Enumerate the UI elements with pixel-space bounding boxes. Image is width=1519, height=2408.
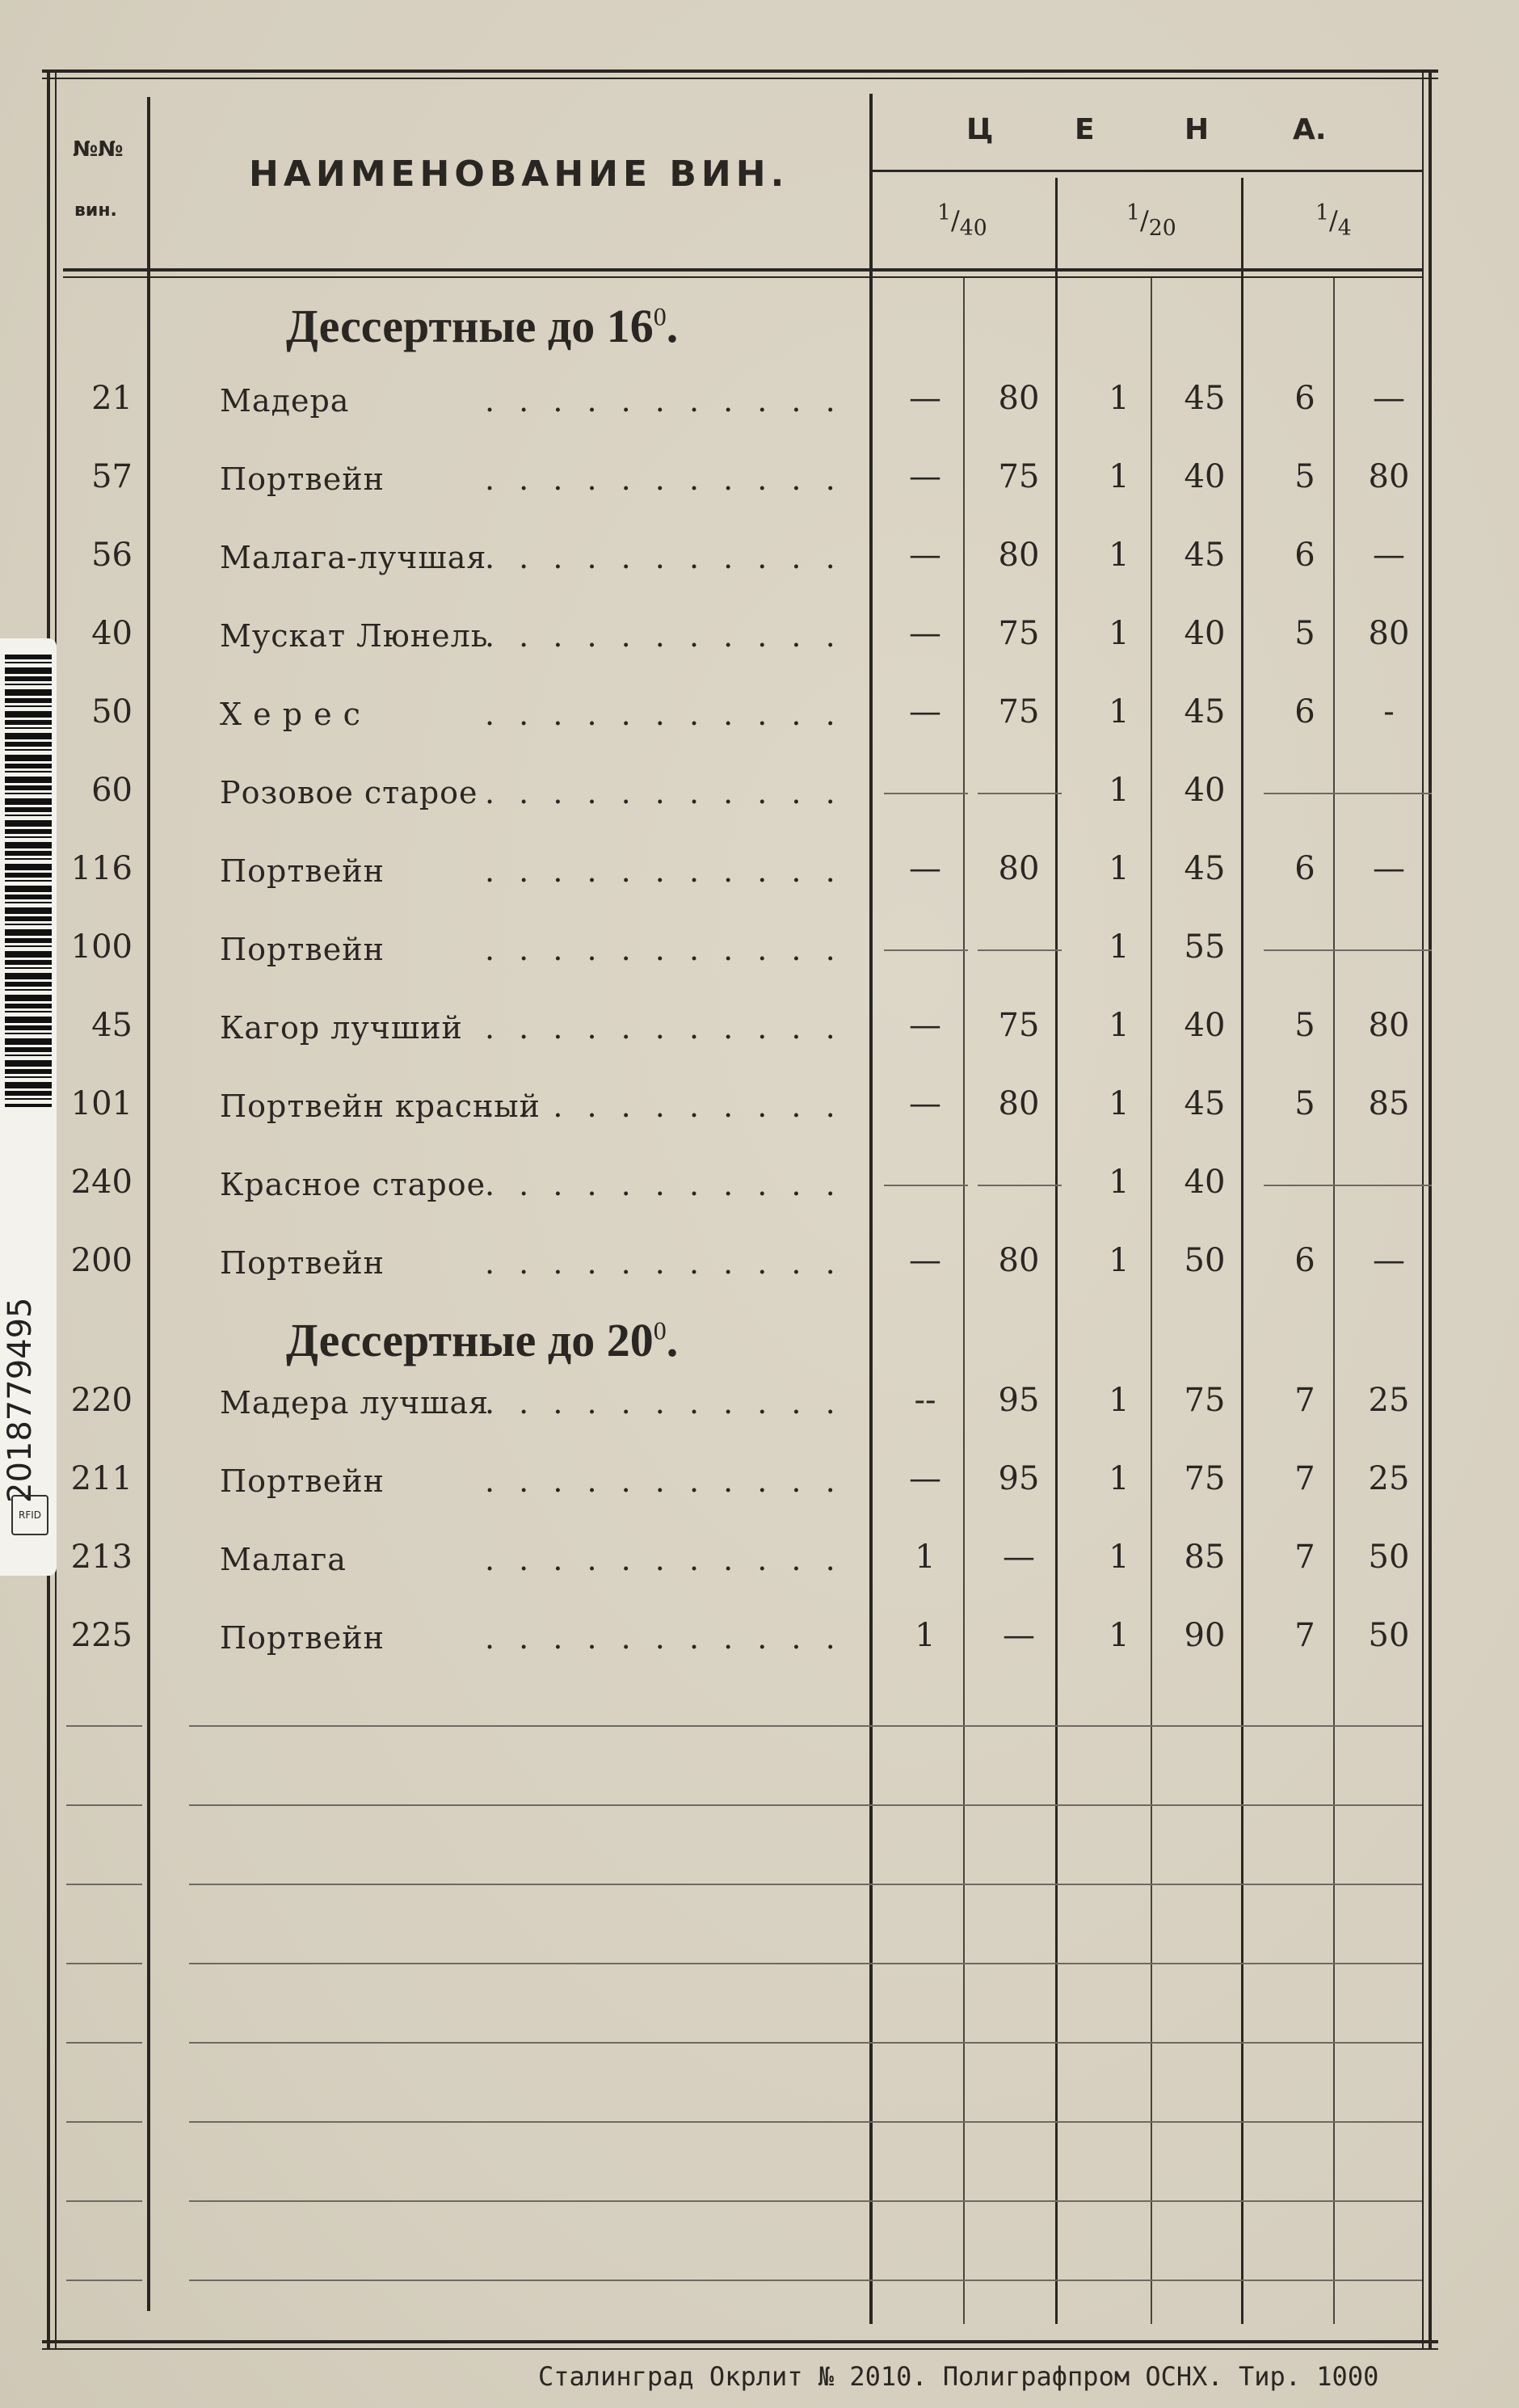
printer-imprint: Сталинград Окрлит № 2010. Полиграфпром ОСНХ. Тир. 1000 <box>538 2361 1379 2392</box>
wine-name: Портвейн <box>220 1245 385 1281</box>
blank-price-line <box>978 793 1062 794</box>
price-cell: 95 <box>998 1460 1040 1497</box>
wine-number: 60 <box>91 772 133 809</box>
ruled-line <box>66 2042 142 2044</box>
blank-price-line <box>884 1185 968 1186</box>
barcode-number: 2018779495 <box>2 1297 39 1503</box>
wine-number: 213 <box>70 1539 133 1576</box>
price-cell: 80 <box>1368 458 1410 495</box>
frame-bottom-line <box>42 2340 1438 2343</box>
price-cell: 5 <box>1294 1007 1315 1044</box>
wine-name: Портвейн красный <box>220 1088 541 1124</box>
frame-bottom-line-inner <box>42 2348 1438 2350</box>
header-rule <box>63 268 1422 272</box>
price-cell: 25 <box>1368 1460 1410 1497</box>
price-cell: 50 <box>1368 1539 1410 1576</box>
wine-name: Малага <box>220 1542 347 1577</box>
wine-number: 100 <box>70 928 133 966</box>
wine-number: 101 <box>70 1085 133 1122</box>
price-cell: 75 <box>998 615 1040 652</box>
price-cell: 1 <box>1109 1242 1130 1279</box>
price-cell: — <box>909 458 941 495</box>
ruled-line <box>189 2280 1422 2281</box>
price-cell: 6 <box>1294 537 1315 574</box>
price-cell: 80 <box>1368 1007 1410 1044</box>
leader-dots: . . . . . . . . . . . <box>485 1542 843 1577</box>
price-cell: 40 <box>1184 615 1226 652</box>
wine-number: 21 <box>91 380 133 417</box>
price-cell: 45 <box>1184 850 1226 887</box>
leader-dots: . . . . . . . . . . . <box>485 697 843 732</box>
price-cell: 1 <box>1109 458 1130 495</box>
price-cell: 90 <box>1184 1617 1226 1654</box>
rfid-icon: RFID <box>11 1495 48 1535</box>
wine-name: Портвейн <box>220 932 385 967</box>
col-20-sub-divider <box>1151 278 1152 2324</box>
price-cell: 5 <box>1294 615 1315 652</box>
blank-price-line <box>884 793 968 794</box>
price-cell: 40 <box>1184 1164 1226 1201</box>
header-title: НАИМЕНОВАНИЕ ВИН. <box>249 154 789 195</box>
price-cell: — <box>909 1242 941 1279</box>
wine-number: 57 <box>91 458 133 495</box>
col-4-sub-divider <box>1333 278 1335 2324</box>
price-cell: — <box>909 850 941 887</box>
size-fraction-4: $^1/_4$ <box>1315 200 1352 242</box>
ruled-line <box>189 2042 1422 2044</box>
leader-dots: . . . . . . . . . . . <box>485 618 843 654</box>
leader-dots: . . . . . . . . . . . <box>485 1620 843 1656</box>
price-cell: 5 <box>1294 458 1315 495</box>
wine-name: Мускат Люнель <box>220 618 489 654</box>
ruled-line <box>189 1725 1422 1727</box>
library-sticker <box>0 638 57 1576</box>
wine-name: Красное старое <box>220 1167 486 1202</box>
blank-price-line <box>1348 1185 1432 1186</box>
ruled-line <box>66 1963 142 1964</box>
price-cell: -- <box>914 1382 936 1419</box>
leader-dots: . . . . . . . . . . . <box>485 932 843 967</box>
wine-number: 40 <box>91 615 133 652</box>
frame-top-line <box>42 69 1438 73</box>
price-cell: 6 <box>1294 1242 1315 1279</box>
wine-number: 200 <box>70 1242 133 1279</box>
price-cell: 75 <box>1184 1382 1226 1419</box>
section-title: Дессертные до $20^0$. <box>286 1314 679 1366</box>
price-cell: — <box>1373 537 1405 574</box>
price-cell: — <box>909 615 941 652</box>
leader-dots: . . . . . . . . . . . <box>485 1245 843 1281</box>
price-cell: 1 <box>915 1617 936 1654</box>
price-cell: — <box>909 380 941 417</box>
leader-dots: . . . . . . . . . . . <box>485 1385 843 1421</box>
price-cell: 75 <box>998 1007 1040 1044</box>
wine-number: 50 <box>91 693 133 730</box>
ruled-line <box>189 1884 1422 1885</box>
ruled-line <box>66 2200 142 2202</box>
blank-price-line <box>1264 1185 1348 1186</box>
price-cell: 1 <box>1109 615 1130 652</box>
wine-name: Х е р е с <box>220 697 361 732</box>
price-cell: — <box>1003 1617 1035 1654</box>
wine-name: Малага-лучшая <box>220 540 487 575</box>
wine-number: 220 <box>70 1382 133 1419</box>
ruled-line <box>66 2121 142 2123</box>
price-letter-4: А. <box>1293 113 1327 146</box>
col-name-divider <box>869 94 873 2324</box>
price-cell: 1 <box>915 1539 936 1576</box>
price-cell: 1 <box>1109 537 1130 574</box>
price-cell: 80 <box>998 537 1040 574</box>
price-cell: 85 <box>1368 1085 1410 1122</box>
frame-top-line-inner <box>42 78 1438 79</box>
header-rule-inner <box>63 276 1422 278</box>
price-cell: 1 <box>1109 1164 1130 1201</box>
price-cell: 80 <box>998 380 1040 417</box>
ruled-line <box>66 1725 142 1727</box>
leader-dots: . . . . . . . . . . . <box>485 1167 843 1202</box>
ruled-line <box>189 2200 1422 2202</box>
price-cell: 1 <box>1109 928 1130 966</box>
ruled-line <box>189 1963 1422 1964</box>
price-cell: 80 <box>998 850 1040 887</box>
barcode <box>5 655 52 1107</box>
price-cell: 6 <box>1294 850 1315 887</box>
section-title: Дессертные до $16^0$. <box>286 300 679 352</box>
wine-number: 45 <box>91 1007 133 1044</box>
price-cell: 55 <box>1184 928 1226 966</box>
price-cell: 5 <box>1294 1085 1315 1122</box>
header-number-label: №№ <box>73 137 124 162</box>
leader-dots: . . . . . . . . . . . <box>485 853 843 889</box>
price-cell: 45 <box>1184 1085 1226 1122</box>
price-cell: 80 <box>998 1242 1040 1279</box>
price-cell: — <box>909 693 941 730</box>
price-cell: - <box>1383 693 1395 730</box>
blank-price-line <box>1264 793 1348 794</box>
ruled-line <box>189 1804 1422 1806</box>
price-cell: 85 <box>1184 1539 1226 1576</box>
ruled-line <box>66 1884 142 1885</box>
leader-dots: . . . . . . . . . . . <box>485 383 843 419</box>
price-cell: 1 <box>1109 1539 1130 1576</box>
price-cell: 40 <box>1184 772 1226 809</box>
blank-price-line <box>978 949 1062 951</box>
price-cell: — <box>909 1460 941 1497</box>
price-cell: 7 <box>1294 1539 1315 1576</box>
price-cell: 95 <box>998 1382 1040 1419</box>
ruled-line <box>66 2280 142 2281</box>
price-cell: 75 <box>998 693 1040 730</box>
wine-name: Мадера лучшая <box>220 1385 490 1421</box>
wine-name: Портвейн <box>220 1463 385 1499</box>
price-cell: 75 <box>998 458 1040 495</box>
header-number-sublabel: вин. <box>74 200 117 221</box>
leader-dots: . . . . . . . . . . . <box>485 540 843 575</box>
price-cell: — <box>1373 850 1405 887</box>
ruled-line <box>189 2121 1422 2123</box>
price-cell: 1 <box>1109 1085 1130 1122</box>
leader-dots: . . . . . . . . . . . <box>485 775 843 810</box>
price-cell: 6 <box>1294 693 1315 730</box>
price-cell: 80 <box>1368 615 1410 652</box>
leader-dots: . . . . . . . . . . . <box>485 461 843 497</box>
price-cell: — <box>1003 1539 1035 1576</box>
price-cell: 1 <box>1109 693 1130 730</box>
wine-name: Портвейн <box>220 1620 385 1656</box>
price-cell: — <box>909 537 941 574</box>
price-subheader-rule <box>873 170 1422 172</box>
size-fraction-40: $^1/_{40}$ <box>937 200 987 242</box>
price-cell: 25 <box>1368 1382 1410 1419</box>
price-cell: 7 <box>1294 1460 1315 1497</box>
price-cell: — <box>1373 1242 1405 1279</box>
price-cell: 1 <box>1109 380 1130 417</box>
wine-number: 211 <box>70 1460 133 1497</box>
blank-price-line <box>1264 949 1348 951</box>
price-cell: 45 <box>1184 537 1226 574</box>
price-letter-2: Е <box>1075 113 1095 146</box>
price-cell: 1 <box>1109 850 1130 887</box>
price-cell: 50 <box>1368 1617 1410 1654</box>
price-cell: 7 <box>1294 1382 1315 1419</box>
blank-price-line <box>978 1185 1062 1186</box>
blank-price-line <box>884 949 968 951</box>
price-letter-1: Ц <box>966 113 994 146</box>
price-cell: 80 <box>998 1085 1040 1122</box>
wine-number: 225 <box>70 1617 133 1654</box>
price-cell: 6 <box>1294 380 1315 417</box>
col-40-sub-divider <box>963 278 965 2324</box>
col-number-divider <box>147 97 150 2311</box>
price-cell: 1 <box>1109 1382 1130 1419</box>
price-cell: 45 <box>1184 380 1226 417</box>
price-cell: 1 <box>1109 1617 1130 1654</box>
price-letter-3: Н <box>1184 113 1210 146</box>
leader-dots: . . . . . . . . . . . <box>485 1088 843 1124</box>
price-cell: 7 <box>1294 1617 1315 1654</box>
ruled-line <box>66 1804 142 1806</box>
wine-number: 56 <box>91 537 133 574</box>
price-cell: 40 <box>1184 458 1226 495</box>
wine-number: 240 <box>70 1164 133 1201</box>
wine-name: Портвейн <box>220 461 385 497</box>
wine-name: Мадера <box>220 383 350 419</box>
price-cell: 1 <box>1109 1007 1130 1044</box>
wine-name: Портвейн <box>220 853 385 889</box>
price-cell: — <box>909 1007 941 1044</box>
size-fraction-20: $^1/_{20}$ <box>1126 200 1176 242</box>
price-cell: 1 <box>1109 772 1130 809</box>
price-cell: 40 <box>1184 1007 1226 1044</box>
leader-dots: . . . . . . . . . . . <box>485 1010 843 1046</box>
price-cell: 50 <box>1184 1242 1226 1279</box>
wine-name: Кагор лучший <box>220 1010 463 1046</box>
price-cell: — <box>1373 380 1405 417</box>
blank-price-line <box>1348 949 1432 951</box>
price-cell: — <box>909 1085 941 1122</box>
leader-dots: . . . . . . . . . . . <box>485 1463 843 1499</box>
wine-number: 116 <box>70 850 133 887</box>
wine-name: Розовое старое <box>220 775 478 810</box>
price-cell: 45 <box>1184 693 1226 730</box>
blank-price-line <box>1348 793 1432 794</box>
price-cell: 75 <box>1184 1460 1226 1497</box>
price-cell: 1 <box>1109 1460 1130 1497</box>
